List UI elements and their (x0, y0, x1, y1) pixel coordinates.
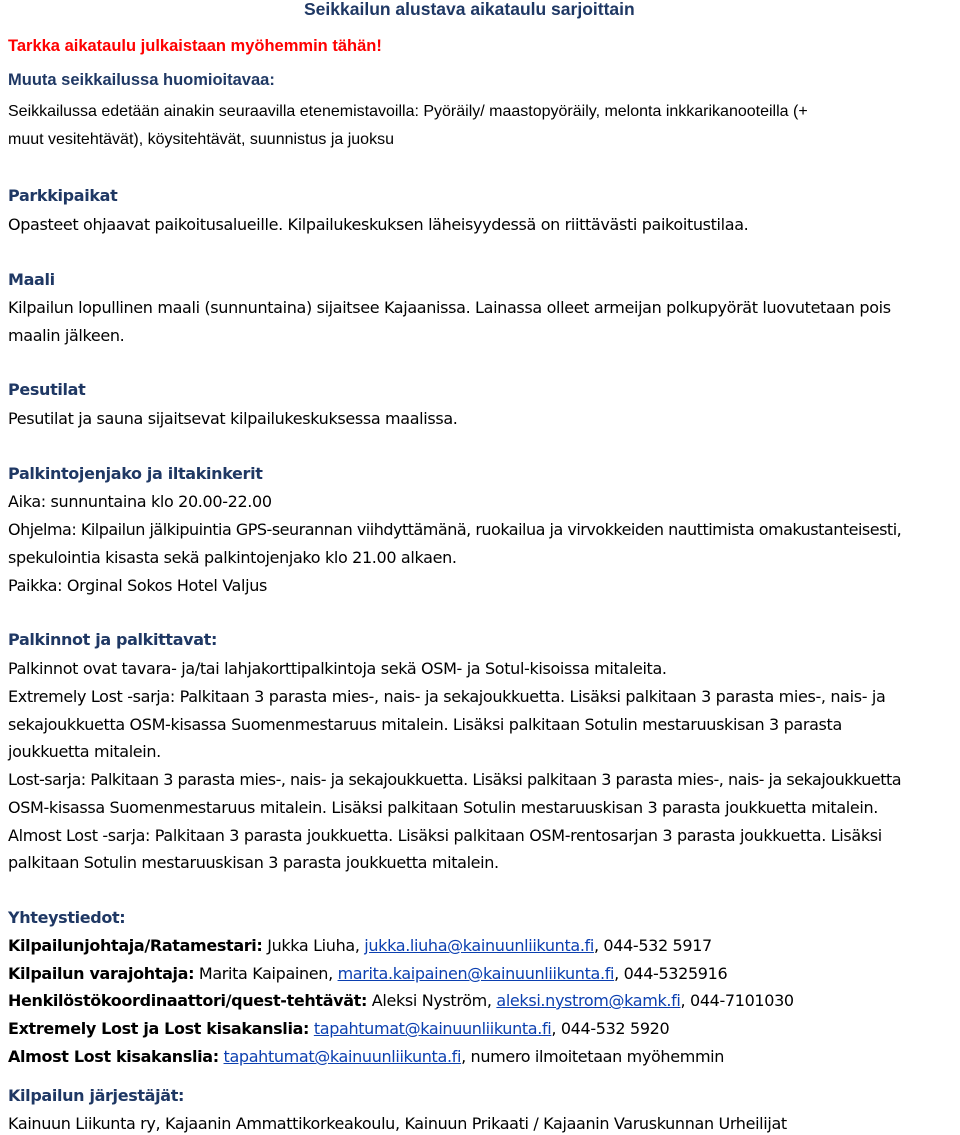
contact-phone: , 044-532 5917 (593, 936, 712, 955)
prizes-line-3: sekajoukkuetta OSM-kisassa Suomenmestaruus mitalein. Lisäksi palkitaan Sotulin mestaruuskisan 3 parasta (8, 715, 842, 734)
prizes-line-5: Lost-sarja: Palkitaan 3 parasta mies-, nais- ja sekajoukkuetta. Lisäksi palkitaan 3 parasta mies-, nais- ja sekajoukkuetta (8, 770, 902, 789)
contact-email-link[interactable]: tapahtumat@kainuunliikunta.fi (313, 1019, 552, 1038)
finish-heading: Maali (8, 270, 55, 289)
contact-almost-lost-office (8, 1047, 724, 1067)
showers-heading: Pesutilat (8, 380, 86, 399)
contact-email-link[interactable]: marita.kaipainen@kainuunliikunta.fi (337, 964, 615, 983)
contacts-heading: Yhteystiedot: (8, 908, 126, 927)
contact-phone: , 044-532 5920 (551, 1019, 670, 1038)
prizes-line-4: joukkuetta mitalein. (8, 742, 161, 761)
contact-email-link[interactable]: tapahtumat@kainuunliikunta.fi (223, 1047, 462, 1066)
ceremony-place: Paikka: Orginal Sokos Hotel Valjus (8, 576, 267, 595)
ceremony-heading: Palkintojenjako ja iltakinkerit (8, 464, 263, 483)
prizes-line-6: OSM-kisassa Suomenmestaruus mitalein. Lisäksi palkitaan Sotulin mestaruuskisan 3 parasta joukkuetta mitalein. (8, 798, 878, 817)
contact-phone: , numero ilmoitetaan myöhemmin (461, 1047, 725, 1066)
contact-role: Extremely Lost ja Lost kisakanslia: (8, 1019, 310, 1038)
contact-name: Jukka Liuha, (262, 936, 365, 955)
contact-name: Aleksi Nyström, (367, 991, 497, 1010)
contact-role: Almost Lost kisakanslia: (8, 1047, 219, 1066)
prizes-line-2: Extremely Lost -sarja: Palkitaan 3 parasta mies-, nais- ja sekajoukkuetta. Lisäksi palkitaan 3 parasta mies-, nais- ja (8, 687, 886, 706)
parking-text: Opasteet ohjaavat paikoitusalueille. Kilpailukeskuksen läheisyydessä on riittävästi paikoitustilaa. (8, 215, 749, 234)
contact-role: Kilpailunjohtaja/Ratamestari: (8, 936, 263, 955)
document-title: Seikkailun alustava aikataulu sarjoittain (304, 0, 635, 19)
notes-line-1: Seikkailussa edetään ainakin seuraavilla etenemistavoilla: Pyöräily/ maastopyöräily, melonta inkkarikanooteilla (+ (8, 103, 808, 120)
schedule-notice: Tarkka aikataulu julkaistaan myöhemmin tähän! (8, 37, 382, 55)
contact-email-link[interactable]: jukka.liuha@kainuunliikunta.fi (364, 936, 594, 955)
contact-name: Marita Kaipainen, (194, 964, 338, 983)
contact-role: Kilpailun varajohtaja: (8, 964, 195, 983)
contact-role: Henkilöstökoordinaattori/quest-tehtävät: (8, 991, 368, 1010)
ceremony-time: Aika: sunnuntaina klo 20.00-22.00 (8, 492, 272, 511)
prizes-line-8: palkitaan Sotulin mestaruuskisan 3 parasta joukkuetta mitalein. (8, 853, 499, 872)
contact-extreme-lost-office (8, 1019, 669, 1039)
prizes-line-1: Palkinnot ovat tavara- ja/tai lahjakorttipalkintoja sekä OSM- ja Sotul-kisoissa mitaleita. (8, 659, 667, 678)
ceremony-program-line-2: spekulointia kisasta sekä palkintojenjako klo 21.00 alkaen. (8, 548, 457, 567)
contact-deputy-director (8, 964, 727, 984)
prizes-line-7: Almost Lost -sarja: Palkitaan 3 parasta joukkuetta. Lisäksi palkitaan OSM-rentosarjan 3 parasta joukkuetta. Lisäksi (8, 826, 882, 845)
contact-email-link[interactable]: aleksi.nystrom@kamk.fi (496, 991, 681, 1010)
parking-heading: Parkkipaikat (8, 186, 118, 205)
ceremony-program-line-1: Ohjelma: Kilpailun jälkipuintia GPS-seurannan viihdyttämänä, ruokailua ja virvokkeiden nauttimista omakustanteisesti, (8, 520, 902, 539)
contact-director (8, 936, 712, 956)
showers-text: Pesutilat ja sauna sijaitsevat kilpailukeskuksessa maalissa. (8, 409, 458, 428)
contact-phone: , 044-7101030 (680, 991, 794, 1010)
prizes-heading: Palkinnot ja palkittavat: (8, 630, 218, 649)
notes-heading: Muuta seikkailussa huomioitavaa: (8, 71, 275, 89)
contact-staff-coordinator (8, 991, 794, 1011)
organizers-heading: Kilpailun järjestäjät: (8, 1086, 185, 1105)
finish-line-2: maalin jälkeen. (8, 326, 125, 345)
organizers-text: Kainuun Liikunta ry, Kajaanin Ammattikorkeakoulu, Kainuun Prikaati / Kajaanin Varuskunnan Urheilijat (8, 1114, 787, 1133)
finish-line-1: Kilpailun lopullinen maali (sunnuntaina) sijaitsee Kajaanissa. Lainassa olleet armeijan polkupyörät luovutetaan pois (8, 298, 891, 317)
contact-phone: , 044-5325916 (614, 964, 728, 983)
notes-line-2: muut vesitehtävät), köysitehtävät, suunnistus ja juoksu (8, 131, 394, 148)
